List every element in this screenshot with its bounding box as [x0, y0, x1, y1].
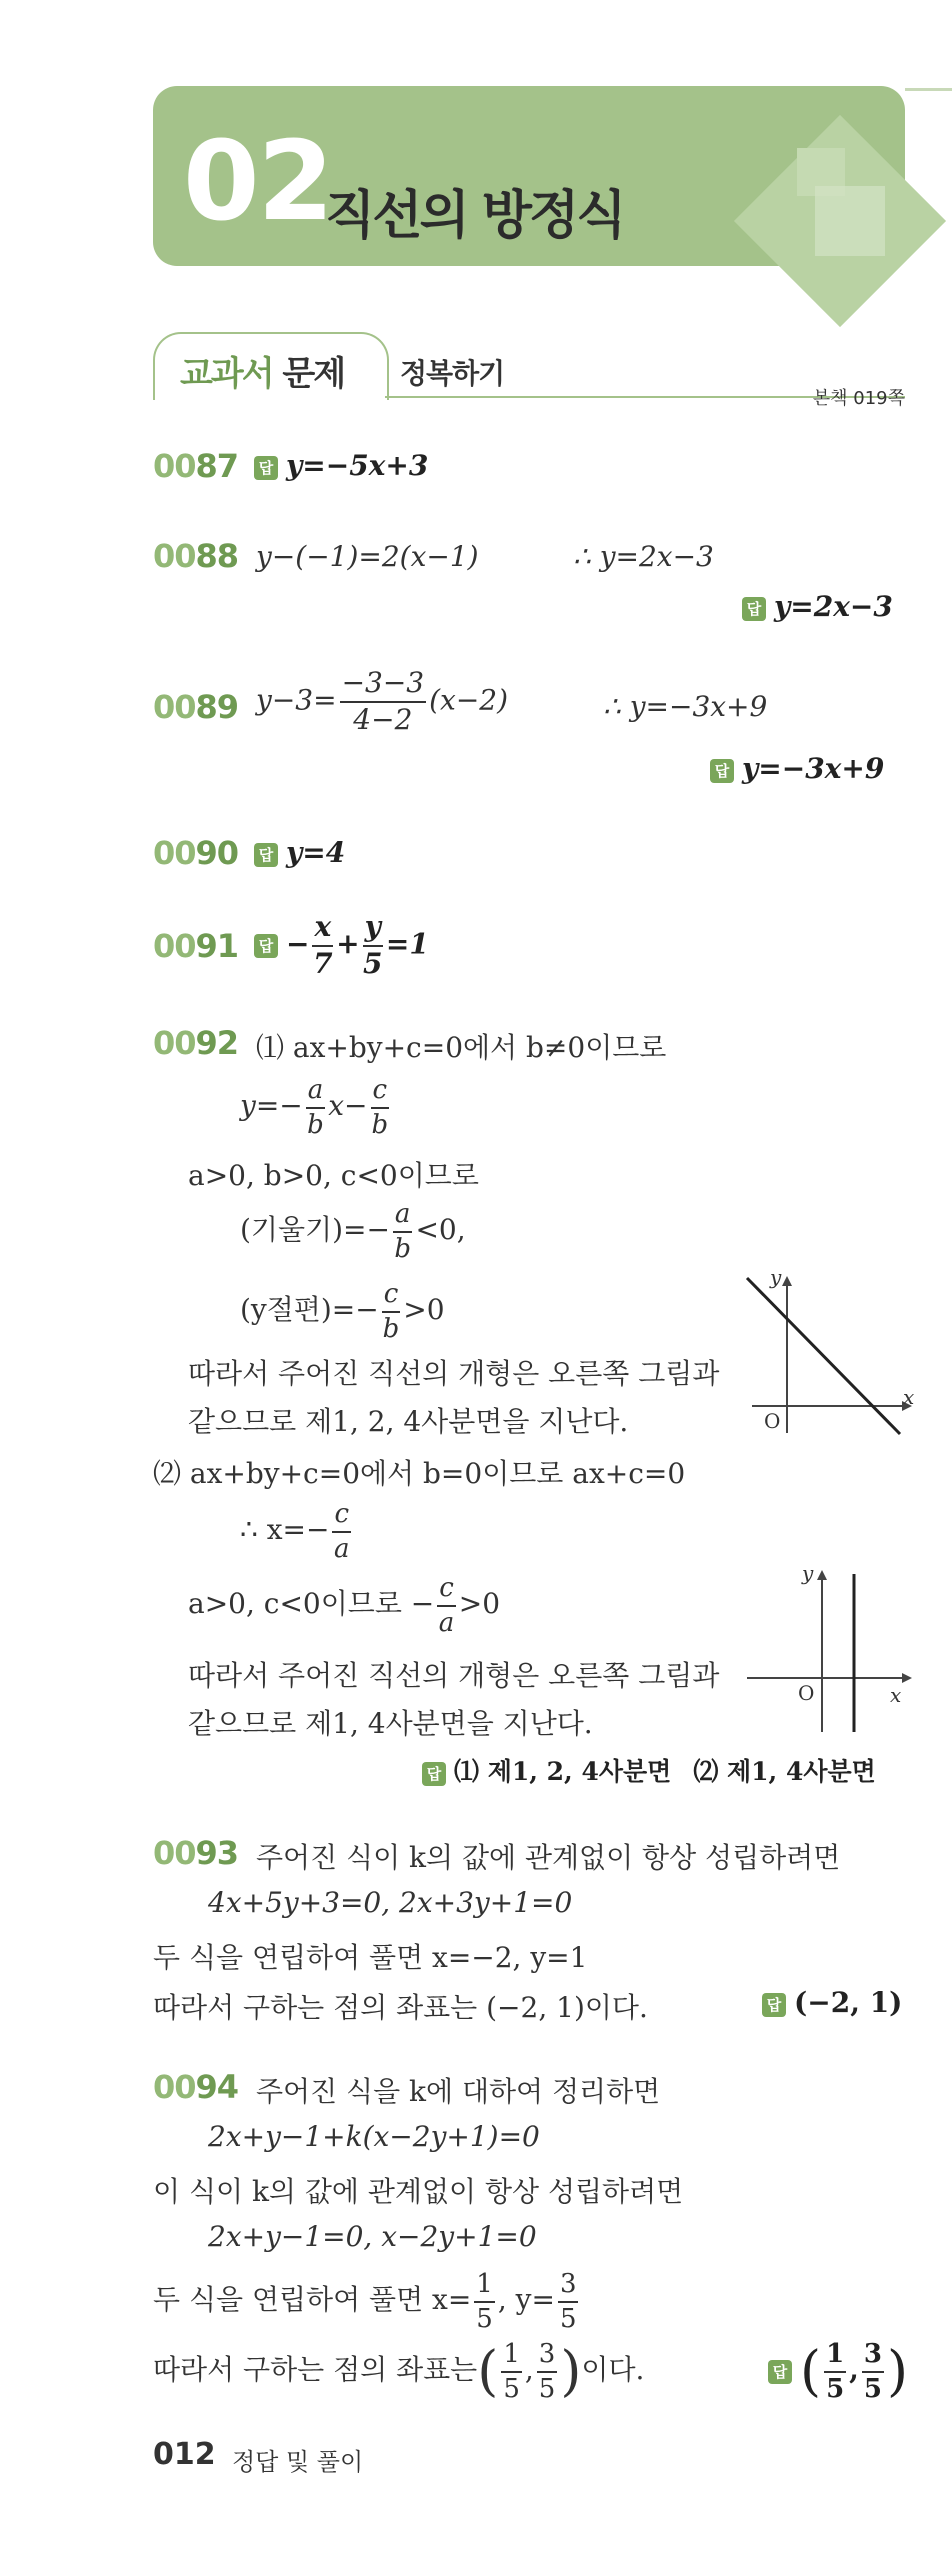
section-subtitle: 정복하기 — [400, 357, 505, 390]
y-axis-arrow — [817, 1570, 827, 1580]
answer: 답 − $\frac{x}{7}$ + $\frac{y}{5}$ =1 — [254, 912, 429, 980]
solution-line: 주어진 식을 k에 대하여 정리하면 — [256, 2075, 661, 2108]
fraction: $\frac{-3-3}{4-2}$ — [341, 666, 425, 736]
axis-label-x: x — [903, 1385, 915, 1409]
chapter-number: 02 — [183, 117, 333, 245]
answer-badge: 답 — [254, 843, 278, 867]
fraction: $\frac{1}{5}$ — [476, 2269, 493, 2334]
section-tab-title: 교과서 문제 — [180, 354, 345, 394]
fraction: $\frac{3}{5}$ — [559, 2269, 577, 2334]
answer: 답 ( $\frac{1}{5}$ , $\frac{3}{5}$ ) — [768, 2340, 908, 2403]
answer: 답 ⑴ 제1, 2, 4사분면 ⑵ 제1, 4사분면 — [422, 1752, 876, 1788]
answer-badge: 답 — [762, 1993, 786, 2017]
solution-line: 주어진 식이 k의 값에 관계없이 항상 성립하려면 — [256, 1841, 841, 1874]
problem-number: 0089 — [153, 688, 239, 726]
fraction: $\frac{3}{5}$ — [863, 2339, 883, 2404]
chapter-title: 직선의 방정식 — [325, 186, 624, 246]
solution-line: 두 식을 연립하여 풀면 x=−2, y=1 — [153, 1941, 588, 1974]
fraction: $\frac{x}{7}$ — [313, 910, 333, 980]
solution-line: 따라서 주어진 직선의 개형은 오른쪽 그림과 — [188, 1659, 720, 1692]
answer-badge: 답 — [768, 2360, 792, 2384]
answer: 답 y=4 — [254, 836, 345, 869]
solution-line: 따라서 구하는 점의 좌표는 (−2, 1)이다. — [153, 1991, 648, 2024]
fraction: $\frac{1}{5}$ — [503, 2339, 520, 2404]
problem-number: 0091 — [153, 927, 239, 965]
origin-label: O — [798, 1681, 815, 1705]
solution-line: 2x+y−1=0, x−2y+1=0 — [208, 2220, 537, 2253]
solution-line: y−3= $\frac{-3-3}{4-2}$ (x−2) — [256, 666, 509, 736]
axis-label-x: x — [890, 1683, 902, 1707]
fraction: $\frac{c}{a}$ — [333, 1499, 350, 1564]
answer-badge: 답 — [742, 597, 766, 621]
solution-line: 4x+5y+3=0, 2x+3y+1=0 — [208, 1886, 573, 1919]
fraction: $\frac{1}{5}$ — [826, 2339, 845, 2404]
graph-quadrants-1-4 — [742, 1562, 912, 1737]
page-number: 012 — [153, 2437, 216, 2472]
problem-number: 0093 — [153, 1834, 239, 1872]
chapter-banner — [153, 86, 905, 266]
solution-line: 같으므로 제1, 2, 4사분면을 지난다. — [188, 1405, 629, 1438]
solution-conclusion: ∴ y=2x−3 — [573, 540, 714, 573]
answer: 답 (−2, 1) — [762, 1986, 902, 2019]
axis-label-y: y — [770, 1265, 782, 1289]
banner-decoration — [815, 186, 885, 256]
solution-line: 같으므로 제1, 4사분면을 지난다. — [188, 1707, 593, 1740]
y-axis-arrow — [782, 1276, 792, 1286]
problem-number: 0094 — [153, 2068, 239, 2106]
solution-line: 따라서 구하는 점의 좌표는( $\frac{1}{5}$ , $\frac{3}{5}$ )이다. — [153, 2339, 645, 2404]
solution-line: ⑴ ax+by+c=0에서 b≠0이므로 — [256, 1031, 667, 1064]
solution-line: a>0, c<0이므로 − $\frac{c}{a}$ >0 — [188, 1573, 501, 1638]
solution-line: 따라서 주어진 직선의 개형은 오른쪽 그림과 — [188, 1357, 720, 1390]
answer: 답 y=−5x+3 — [254, 449, 428, 482]
graph-quadrants-1-2-4 — [742, 1265, 915, 1438]
problem-number: 0087 — [153, 447, 239, 485]
fraction: $\frac{c}{a}$ — [438, 1573, 455, 1638]
top-edge-line — [905, 88, 952, 91]
answer-badge: 답 — [422, 1762, 446, 1786]
solution-line: y=− $\frac{a}{b}$ x− $\frac{c}{b}$ — [240, 1075, 389, 1140]
solution-conclusion: ∴ y=−3x+9 — [603, 690, 768, 723]
fraction: $\frac{c}{b}$ — [371, 1075, 389, 1140]
fraction: $\frac{c}{b}$ — [382, 1279, 400, 1344]
solution-line: y−(−1)=2(x−1) — [256, 540, 479, 573]
fraction: $\frac{a}{b}$ — [394, 1199, 411, 1264]
solution-line: 이 식이 k의 값에 관계없이 항상 성립하려면 — [153, 2175, 684, 2208]
fraction: $\frac{y}{5}$ — [363, 910, 383, 980]
axis-label-y: y — [802, 1561, 814, 1585]
solution-line: ⑵ ax+by+c=0에서 b=0이므로 ax+c=0 — [153, 1457, 686, 1490]
solution-line: (y절편)=− $\frac{c}{b}$ >0 — [240, 1279, 445, 1344]
answer: 답 y=−3x+9 — [710, 752, 884, 785]
solution-line: ∴ x=− $\frac{c}{a}$ — [240, 1499, 350, 1564]
fraction: $\frac{3}{5}$ — [538, 2339, 556, 2404]
solution-line: a>0, b>0, c<0이므로 — [188, 1159, 479, 1192]
x-axis-arrow — [902, 1673, 912, 1683]
problem-number: 0092 — [153, 1024, 239, 1062]
fraction: $\frac{a}{b}$ — [307, 1075, 324, 1140]
footer-label: 정답 및 풀이 — [232, 2448, 364, 2476]
origin-label: O — [764, 1409, 781, 1433]
problem-number: 0090 — [153, 834, 239, 872]
problem-number: 0088 — [153, 537, 239, 575]
page-reference: 본책 019쪽 — [812, 388, 905, 409]
solution-line: (기울기)=− $\frac{a}{b}$ <0, — [240, 1199, 466, 1264]
answer: 답 y=2x−3 — [742, 590, 893, 623]
solution-line: 두 식을 연립하여 풀면 x= $\frac{1}{5}$ , y= $\frac{3}{5}$ — [153, 2269, 577, 2334]
answer-badge: 답 — [254, 456, 278, 480]
answer-badge: 답 — [710, 759, 734, 783]
solution-line: 2x+y−1+k(x−2y+1)=0 — [208, 2120, 540, 2153]
answer-badge: 답 — [254, 934, 278, 958]
